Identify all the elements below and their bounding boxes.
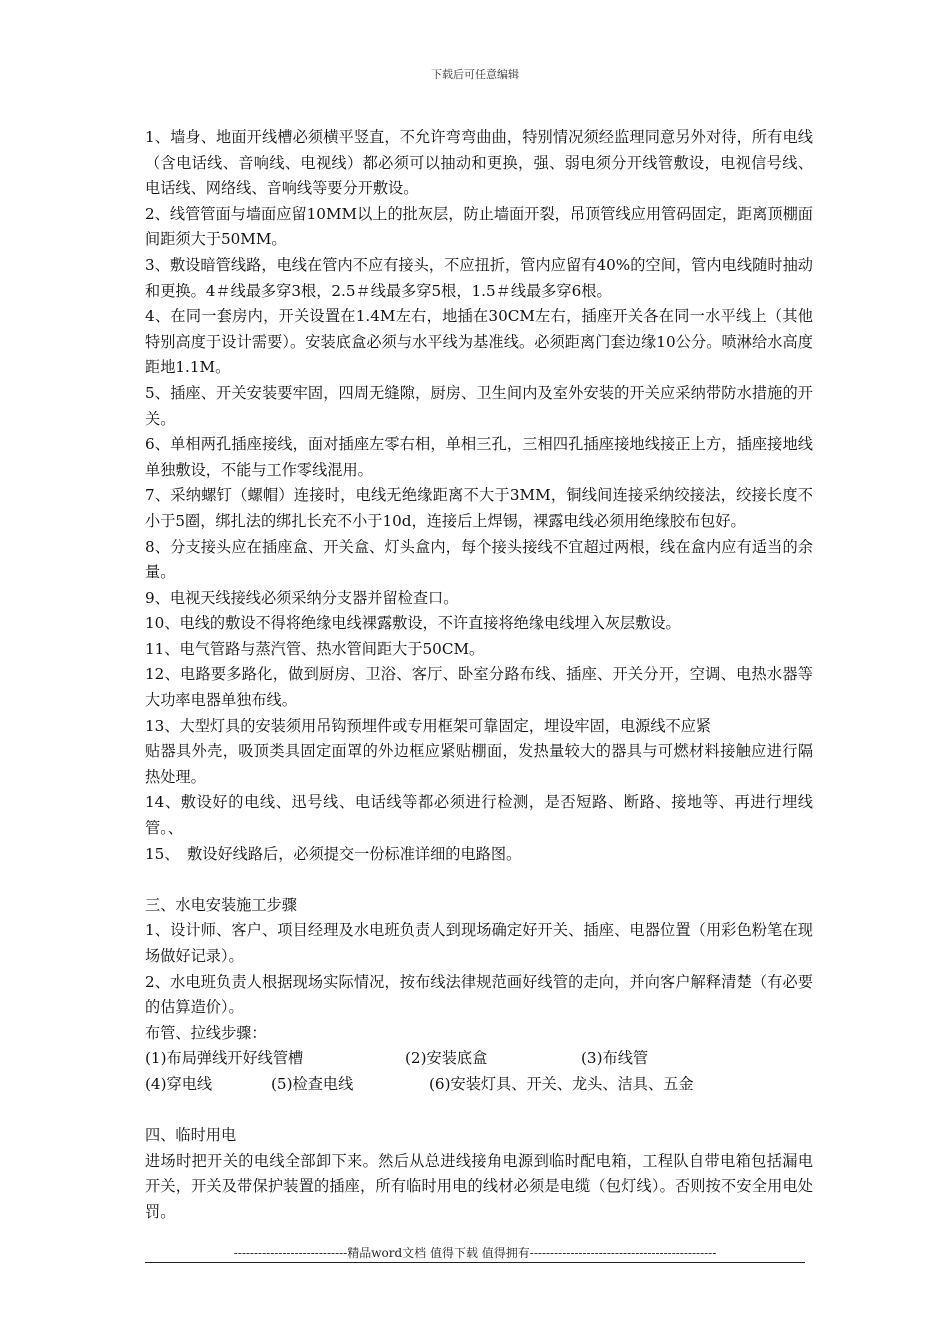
page-header: 下载后可任意编辑 [431, 68, 519, 81]
list-item: 6、单相两孔插座接线，面对插座左零右相，单相三孔，三相四孔插座接地线接正上方，插座接地线单独敷设，不能与工作零线混用。 [145, 435, 813, 479]
list-item: 10、电线的敷设不得将绝缘电线裸露敷设，不许直接将绝缘电线埋入灰层敷设。 [145, 614, 681, 633]
list-item: 7、采纳螺钉（螺帽）连接时，电线无绝缘距离不大于3MM，铜线间连接采纳绞接法，绞接长度不小于5圈，绑扎法的绑扎长充不小于10d，连接后上焊锡，裸露电线必须用绝缘胶布包好。 [145, 486, 813, 530]
list-item: 15、 敷设好线路后，必须提交一份标准详细的电路图。 [145, 844, 522, 863]
list-item: 5、插座、开关安装要牢固，四周无缝隙，厨房、卫生间内及室外安装的开关应采纳带防水措施的开关。 [145, 383, 813, 428]
list-item: 3、敷设暗管线路，电线在管内不应有接头，不应扭折，管内应留有40%的空间，管内电线随时抽动和更换。4＃线最多穿3根，2.5＃线最多穿5根，1.5＃线最多穿6根。 [145, 255, 813, 300]
section-3-paragraph: 2、水电班负责人根据现场实际情况，按布线法律规范画好线管的走向，并向客户解释清楚（有必要的估算造价）。 [145, 972, 813, 1017]
step-item: (4)穿电线 [145, 1074, 213, 1093]
step-item: (6)安装灯具、开关、龙头、洁具、五金 [429, 1074, 694, 1093]
list-item: 12、电路要多路化，做到厨房、卫浴、客厅、卧室分路布线、插座、开关分开，空调、电热水器等大功率电器单独布线。 [145, 665, 813, 710]
step-item: (3)布线管 [581, 1049, 649, 1068]
list-item: 13、大型灯具的安装须用吊钩预埋件或专用框架可靠固定，埋设牢固，电源线不应紧 [145, 716, 712, 735]
list-item: 8、分支接头应在插座盒、开关盒、灯头盒内，每个接头接线不宜超过两根，线在盒内应有适当的余量。 [145, 537, 813, 582]
list-item: 14、敷设好的电线、迅号线、电话线等都必须进行检测，是否短路、断路、接地等、再进行埋线管。、 [145, 793, 813, 838]
section-3-title: 三、水电安装施工步骤 [145, 895, 297, 914]
list-item: 11、电气管路与蒸汽管、热水管间距大于50CM。 [145, 639, 485, 658]
step-item: (1)布局弹线开好线管槽 [145, 1049, 304, 1068]
page-footer: ----------------------------精品word文档 值得下载 值得拥有---------------------------------------------- [233, 1246, 717, 1260]
footer-rule [145, 1262, 805, 1263]
list-item: 1、墙身、地面开线槽必须横平竖直，不允许弯弯曲曲，特别情况须经监理同意另外对待，所有电线（含电话线、音响线、电视线）都必须可以抽动和更换，强、弱电须分开线管敷设，电视信号线、电话线、网络线、音响线等要分开敷设。 [145, 128, 813, 198]
steps-title: 布管、拉线步骤： [145, 1023, 267, 1042]
section-4-title: 四、临时用电 [145, 1126, 237, 1145]
list-item: 贴器具外壳，吸顶类具固定面罩的外边框应紧贴棚面，发热量较大的器具与可燃材料接触应进行隔热处理。 [145, 742, 813, 786]
steps-row-1 [145, 1046, 813, 1072]
section-4-paragraph: 进场时把开关的电线全部卸下来。然后从总进线接角电源到临时配电箱，工程队自带电箱包括漏电开关，开关及带保护装置的插座，所有临时用电的线材必须是电缆（包灯线）。否则按不安全用电处罚。 [145, 1151, 813, 1221]
step-item: (2)安装底盒 [405, 1049, 488, 1068]
steps-row-2 [145, 1072, 813, 1098]
list-item: 4、在同一套房内，开关设置在1.4M左右，地插在30CM左右，插座开关各在同一水平线上（其他特别高度于设计需要）。安装底盒必须与水平线为基准线。必须距离门套边缘10公分。喷淋给水高度距地1.1M。 [145, 307, 813, 377]
list-item: 2、线管管面与墙面应留10MM以上的批灰层，防止墙面开裂，吊顶管线应用管码固定，距离顶棚面间距须大于50MM。 [145, 204, 813, 249]
document-body [145, 125, 813, 1226]
section-3-paragraph: 1、设计师、客户、项目经理及水电班负责人到现场确定好开关、插座、电器位置（用彩色粉笔在现场做好记录）。 [145, 921, 813, 965]
step-item: (5)检查电线 [271, 1074, 354, 1093]
spacer [145, 867, 813, 893]
list-item: 9、电视天线接线必须采纳分支器并留检查口。 [145, 588, 459, 607]
spacer [145, 1098, 813, 1124]
